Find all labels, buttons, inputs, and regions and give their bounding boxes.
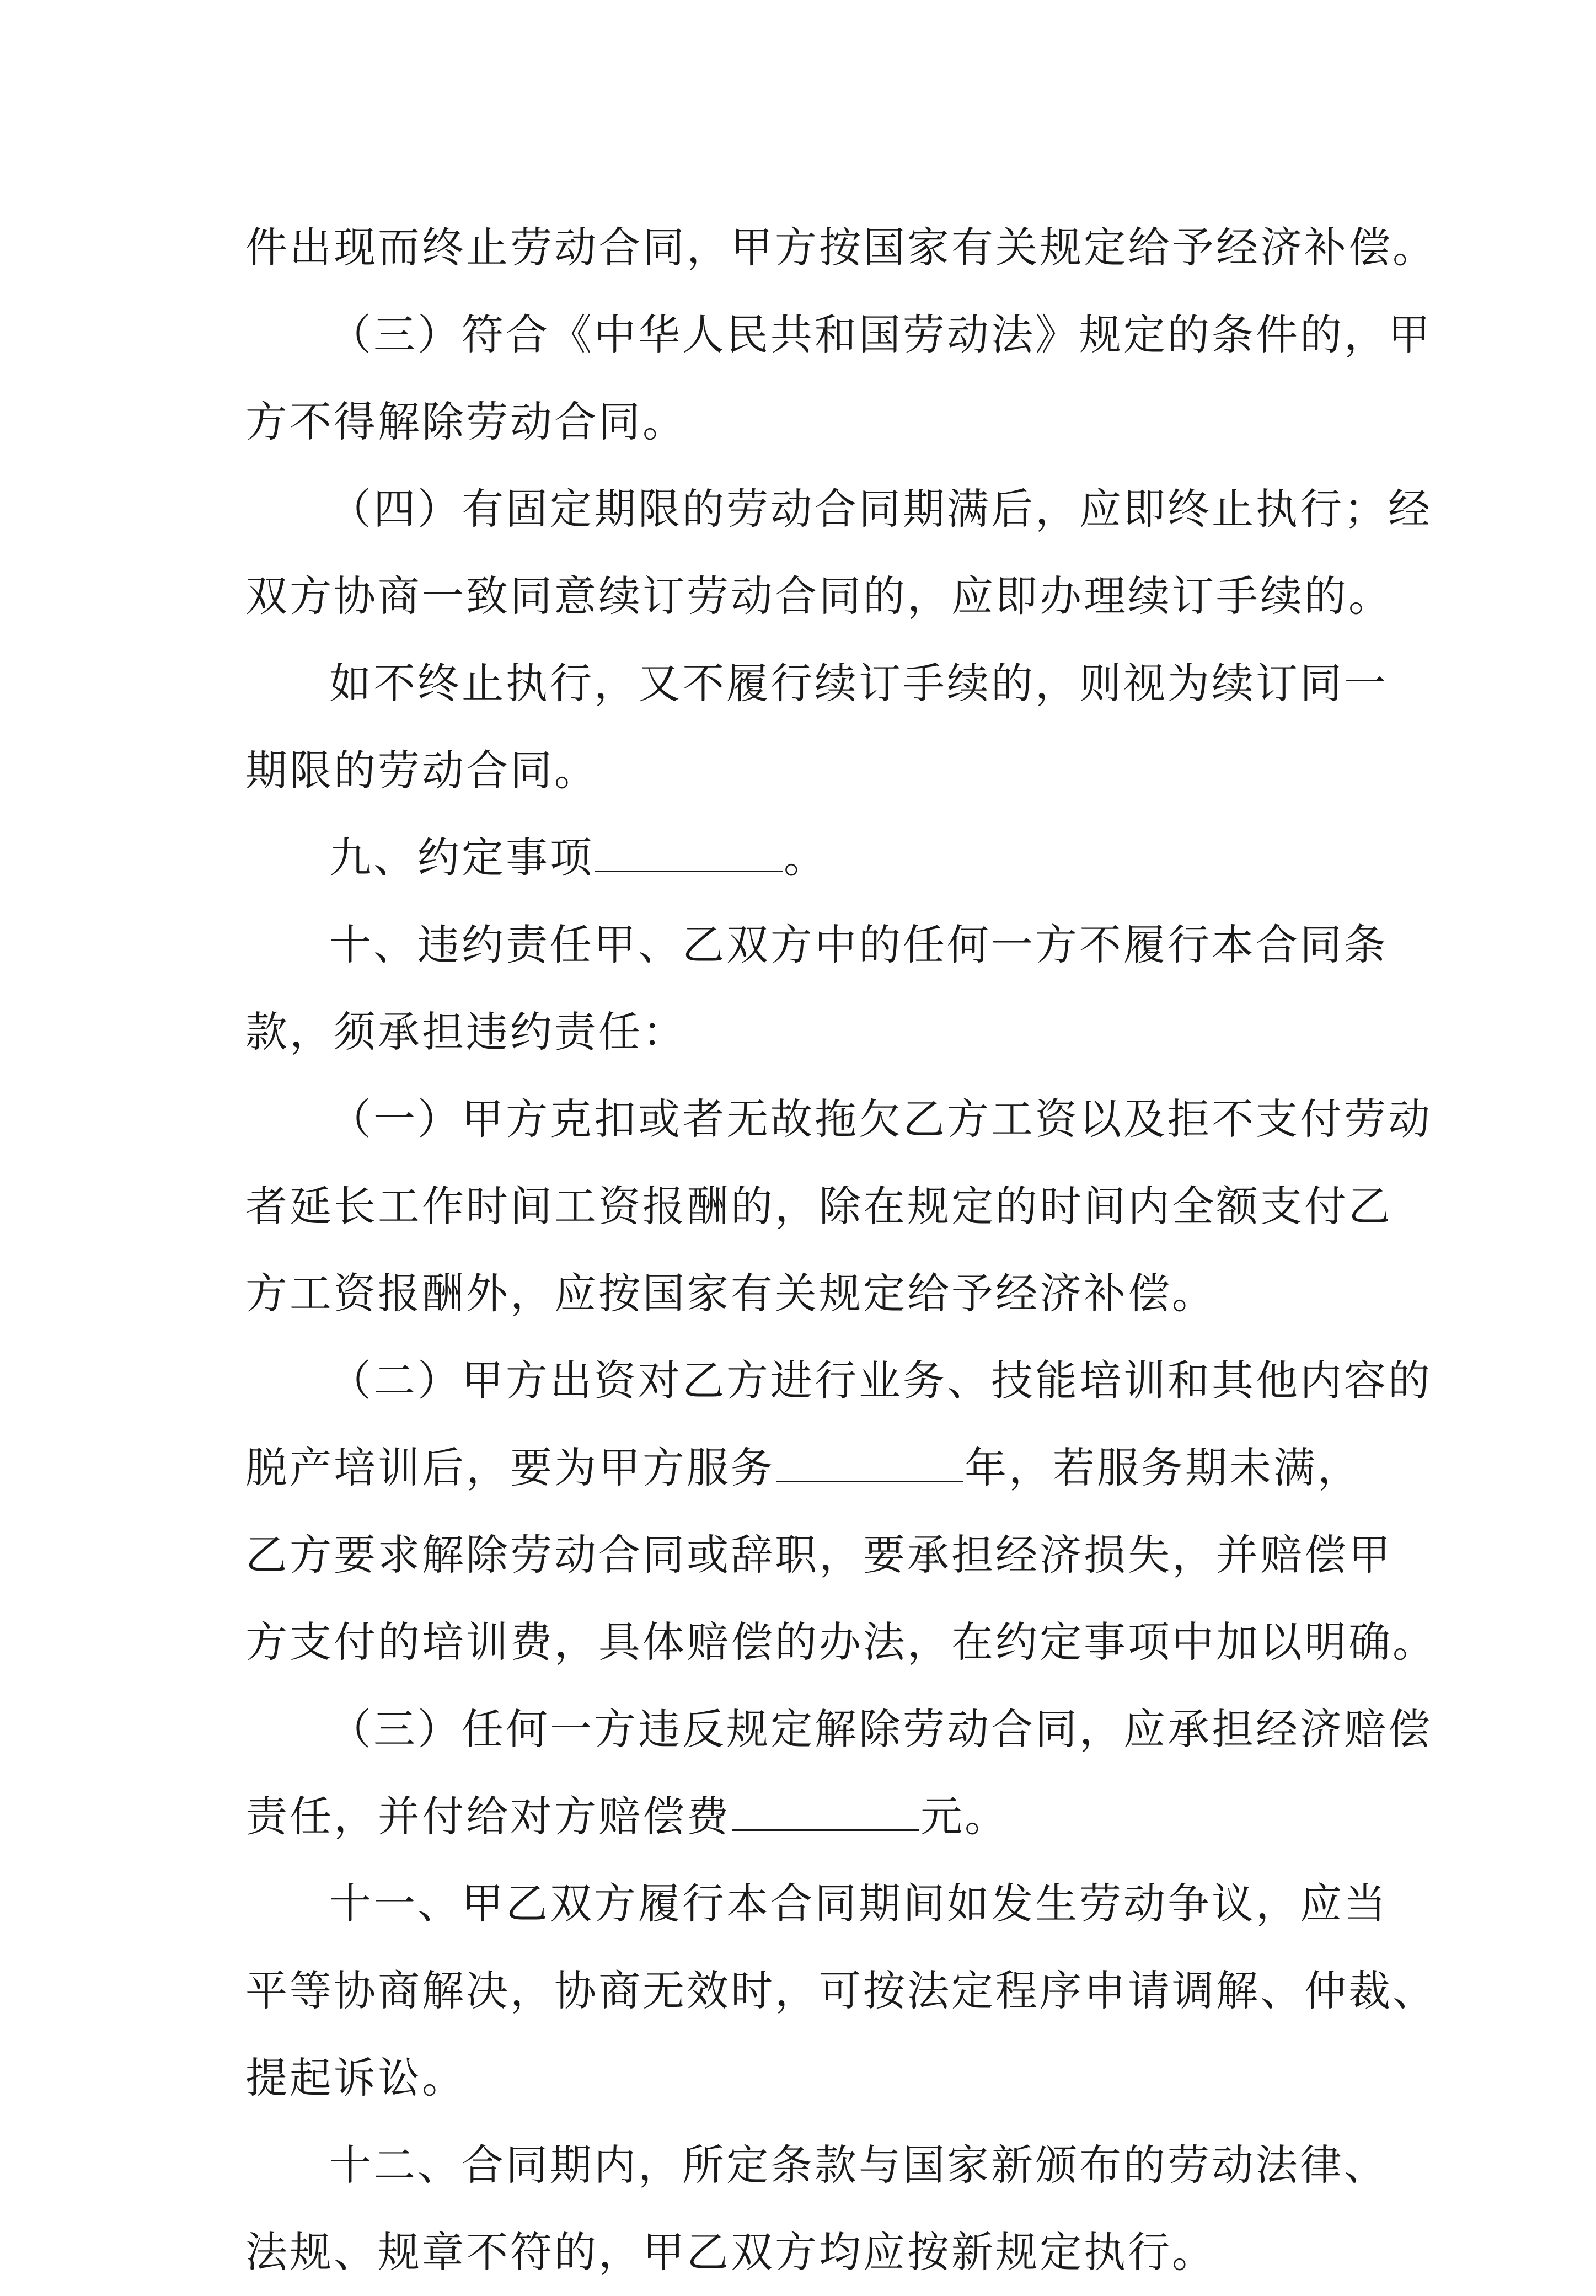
section-twelve-line: 十二、合同期内，所定条款与国家新颁布的劳动法律、 [329, 2140, 1388, 2190]
blank-field [776, 1442, 963, 1482]
text-line: 平等协商解决，协商无效时，可按法定程序申请调解、仲裁、 [245, 1966, 1437, 2015]
text-line: 期限的劳动合同。 [245, 746, 598, 795]
text-line: 法规、规章不符的，甲乙双方均应按新规定执行。 [245, 2228, 1216, 2277]
text-line: 款，须承担违约责任： [245, 1007, 687, 1056]
clause-four-line: （四）有固定期限的劳动合同期满后，应即终止执行；经 [329, 484, 1432, 533]
clause-one-line: （一）甲方克扣或者无故拖欠乙方工资以及拒不支付劳动 [329, 1094, 1432, 1144]
compensation-line [245, 1773, 1420, 1860]
punctuation: 。 [784, 833, 828, 882]
clause-three-line: （三）符合《中华人民共和国劳动法》规定的条件的，甲 [329, 310, 1432, 359]
blank-field [732, 1791, 919, 1831]
compensation-label: 责任，并付给对方赔偿费 [245, 1792, 731, 1841]
section-nine-label: 九、约定事项 [329, 833, 594, 882]
text-line: 方不得解除劳动合同。 [245, 397, 687, 446]
text-line: 方工资报酬外，应按国家有关规定给予经济补偿。 [245, 1269, 1216, 1318]
paragraph-line: 如不终止执行，又不履行续订手续的，则视为续订同一 [329, 659, 1388, 708]
contract-text [245, 204, 1437, 2296]
clause-two-line: （二）甲方出资对乙方进行业务、技能培训和其他内容的 [329, 1356, 1432, 1405]
section-ten-line: 十、违约责任甲、乙双方中的任何一方不履行本合同条 [329, 920, 1388, 969]
text-line: 提起诉讼。 [245, 2053, 466, 2102]
text-line: 件出现而终止劳动合同，甲方按国家有关规定给予经济补偿。 [245, 223, 1437, 272]
text-line: 者延长工作时间工资报酬的，除在规定的时间内全额支付乙 [245, 1182, 1393, 1231]
blank-field [595, 832, 783, 872]
clause-three-line: （三）任何一方违反规定解除劳动合同，应承担经济赔偿 [329, 1705, 1432, 1754]
text-line: 双方协商一致同意续订劳动合同的，应即办理续订手续的。 [245, 572, 1393, 621]
service-suffix: 年，若服务期未满， [965, 1443, 1362, 1492]
text-line: 乙方要求解除劳动合同或辞职，要承担经济损失，并赔偿甲 [245, 1530, 1393, 1579]
service-label: 脱产培训后，要为甲方服务 [245, 1443, 775, 1492]
service-years-line [245, 1424, 1420, 1512]
section-nine-line [245, 814, 1420, 901]
text-line: 方支付的培训费，具体赔偿的办法，在约定事项中加以明确。 [245, 1617, 1437, 1667]
compensation-suffix: 元。 [920, 1792, 1009, 1841]
section-eleven-line: 十一、甲乙双方履行本合同期间如发生劳动争议，应当 [329, 1879, 1388, 1928]
